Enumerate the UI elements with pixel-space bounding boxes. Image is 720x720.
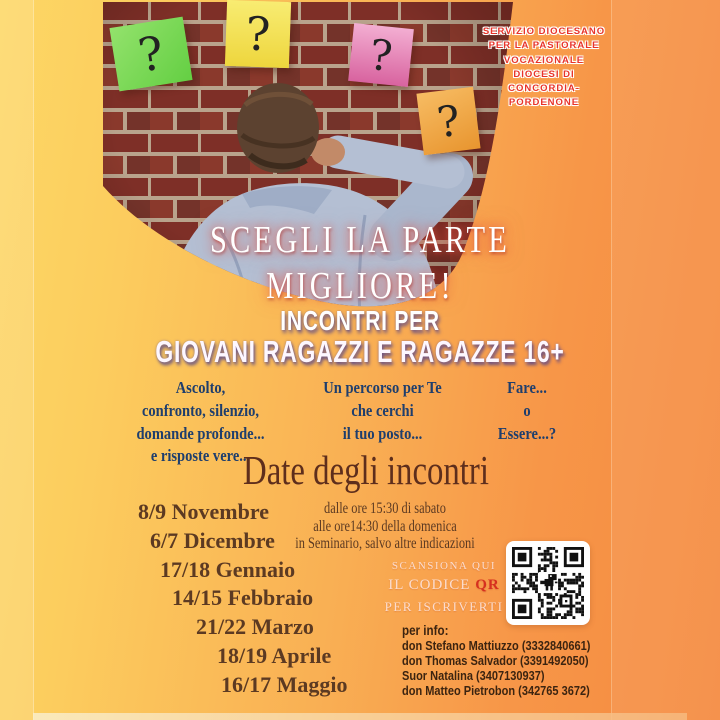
poster-bottom-edge xyxy=(33,713,687,720)
badge-line: DIOCESI DI xyxy=(513,68,575,80)
question-mark-icon: ? xyxy=(244,6,272,62)
pillar-line: Essere...? xyxy=(497,423,557,443)
pillar-line: o xyxy=(523,400,531,420)
date-item: 6/7 Dicembre xyxy=(150,527,275,553)
pillar-line: Fare... xyxy=(507,378,547,397)
pillar-line: Ascolto, xyxy=(175,378,226,397)
sticky-note-orange xyxy=(416,87,480,155)
sticky-note-yellow xyxy=(225,0,291,68)
contact-line: don Thomas Salvador (3391492050) xyxy=(402,652,589,668)
date-item: 8/9 Novembre xyxy=(138,499,269,524)
pillar-line: Un percorso per Te xyxy=(323,378,442,397)
schedule-line: in Seminario, salvo altre indicazioni xyxy=(295,535,475,552)
badge-line: SERVIZIO DIOCESANO xyxy=(482,26,606,37)
pillar-line: confronto, silenzio, xyxy=(141,400,260,420)
pillar-line: che cerchi xyxy=(351,400,414,420)
scan-line: SCANSIONA QUI xyxy=(391,560,497,572)
badge-line: CONCORDIA-PORDENONE xyxy=(508,83,580,109)
main-title-line2: MIGLIORE! xyxy=(266,265,454,307)
badge-line: VOCAZIONALE xyxy=(503,54,585,66)
scan-prompt xyxy=(378,557,510,617)
date-item: 17/18 Gennaio xyxy=(160,556,296,582)
pillar-line: domande profonde... xyxy=(136,423,265,443)
question-mark-icon: ? xyxy=(434,95,463,147)
dates-heading: Date degli incontri xyxy=(243,447,489,493)
background-right-edge xyxy=(611,0,720,720)
date-item: 14/15 Febbraio xyxy=(172,585,314,611)
contact-info xyxy=(402,624,590,699)
pillar-line: il tuo posto... xyxy=(342,423,423,443)
question-mark-icon: ? xyxy=(134,25,168,83)
diocesan-service-badge xyxy=(478,25,610,111)
qr-code xyxy=(506,541,590,625)
question-mark-icon: ? xyxy=(367,29,395,81)
scan-line: IL CODICE QR xyxy=(388,577,500,593)
contact-heading: per info: xyxy=(402,623,449,638)
background-left-edge xyxy=(0,0,34,720)
sticky-note-pink xyxy=(348,23,414,87)
scan-line: PER ISCRIVERTI xyxy=(384,599,504,614)
schedule-line: alle ore14:30 della domenica xyxy=(313,517,457,535)
subtitle: INCONTRI PER xyxy=(280,305,440,336)
contact-line: don Stefano Mattiuzzo (3332840661) xyxy=(402,637,591,653)
badge-line: PER LA PASTORALE xyxy=(488,40,600,52)
schedule-line: dalle ore 15:30 di sabato xyxy=(324,500,446,517)
pillar-line: e risposte vere... xyxy=(150,446,251,466)
date-item: 16/17 Maggio xyxy=(221,671,348,697)
qr-code-graphic xyxy=(512,547,584,619)
date-item: 18/19 Aprile xyxy=(217,642,332,668)
audience-line: GIOVANI RAGAZZI E RAGAZZE 16+ xyxy=(155,334,565,369)
date-item: 21/22 Marzo xyxy=(196,614,314,640)
sticky-note-green xyxy=(109,17,192,92)
schedule-note xyxy=(295,500,476,553)
contact-line: Suor Natalina (3407130937) xyxy=(402,667,545,683)
qr-label: QR xyxy=(475,577,500,593)
contact-line: don Matteo Pietrobon (342765 3672) xyxy=(402,682,590,698)
main-title-line1: SCEGLI LA PARTE xyxy=(209,219,511,261)
